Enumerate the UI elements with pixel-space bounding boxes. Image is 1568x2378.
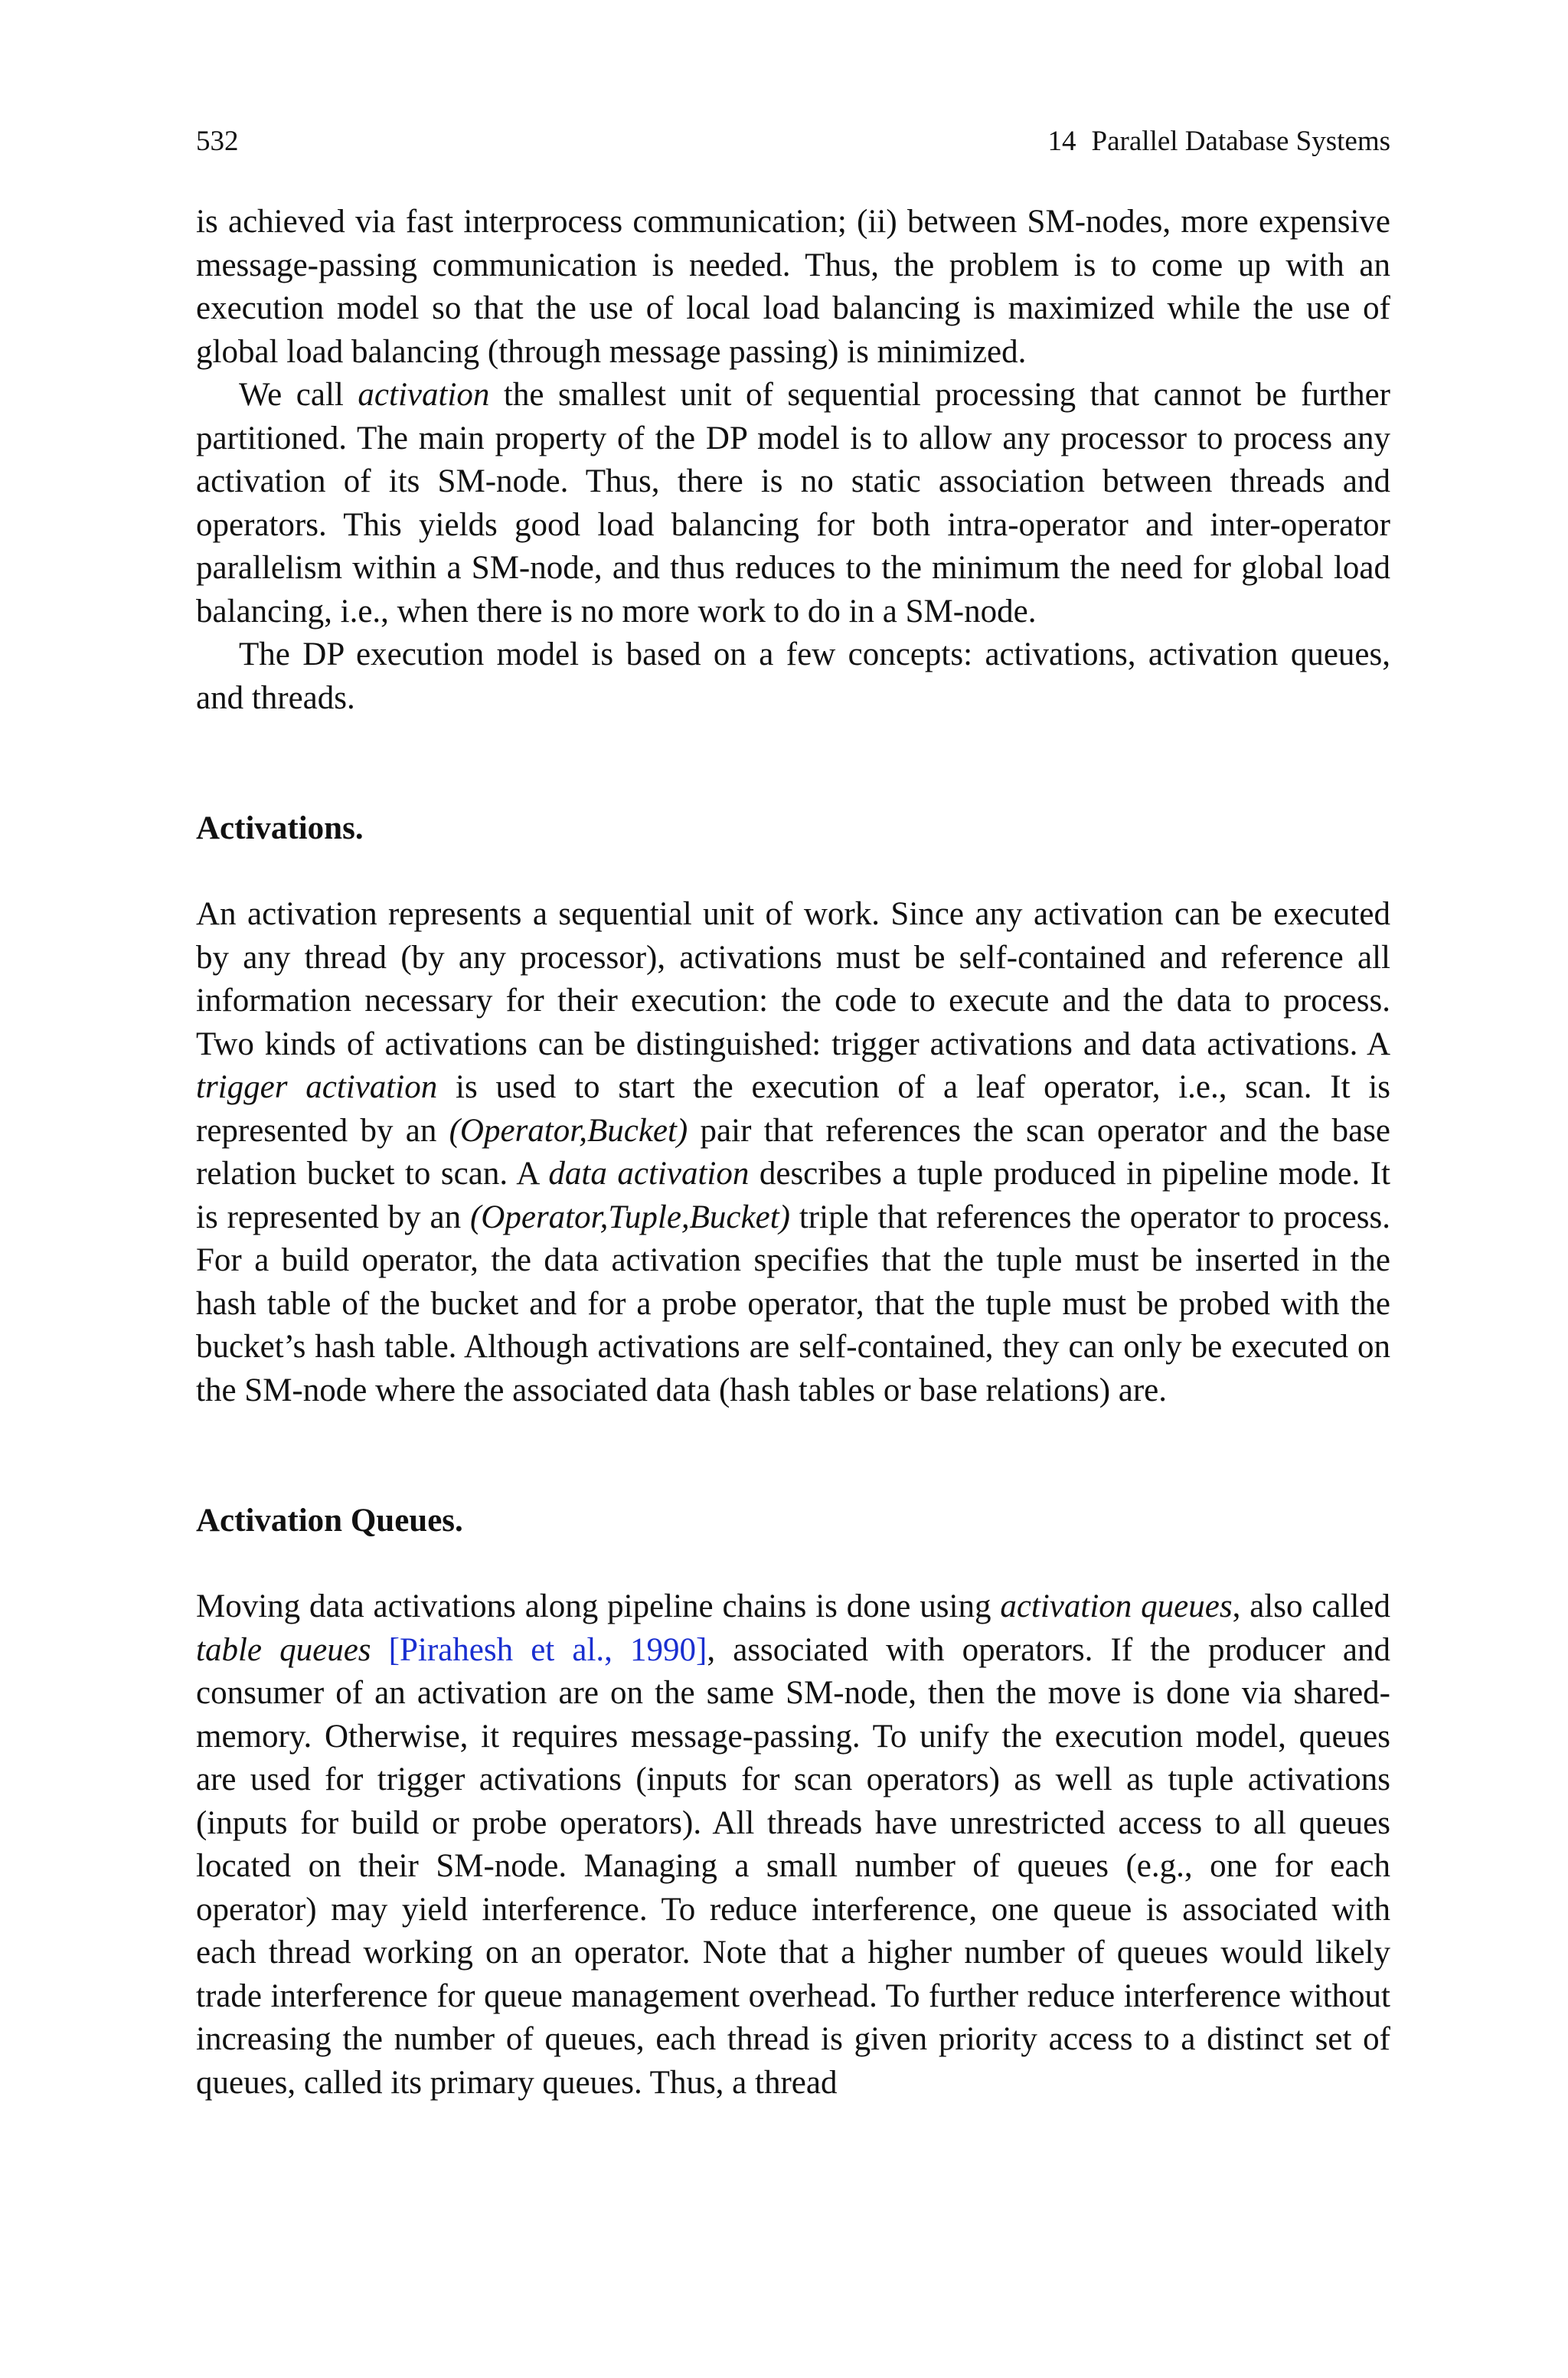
text-run: is used to start the execution of a leaf operator, i.e., scan. It is represented by an (196, 1069, 1391, 1149)
citation-link[interactable]: [Pirahesh et al., 1990] (388, 1631, 707, 1668)
intro-paragraph-3: The DP execution model is based on a few concepts: activations, activation queues, and threads. (196, 636, 1390, 716)
math-operator-tuple-bucket: (Operator,Tuple,Bucket) (469, 1199, 790, 1235)
emphasis-table-queues: table queues (196, 1631, 371, 1668)
text-run: the smallest unit of sequential processing that cannot be further partitioned. The main property of the DP model is to allow any processor to process any activation of its SM-node. Thus, there is no static association between threads and operators. This yields good load balancing for both intra-operator and inter-operator parallelism within a SM-node, and thus reduces to the minimum the need for global load balancing, i.e., when there is no more work to do in a SM-node. (196, 377, 1390, 630)
chapter-title: Parallel Database Systems (1091, 126, 1390, 157)
queues-paragraph (196, 1585, 1390, 2105)
text-run: Moving data activations along pipeline chains is done using (196, 1588, 1001, 1624)
intro-paragraph-2 (196, 374, 1390, 633)
text-run (371, 1632, 389, 1668)
running-header (196, 123, 1390, 161)
text-run: , also called (1232, 1588, 1390, 1624)
emphasis-activation: activation (358, 377, 490, 413)
chapter-heading (1048, 123, 1390, 161)
chapter-number: 14 (1047, 126, 1076, 157)
text-run: We call (239, 377, 358, 413)
math-operator-bucket: (Operator,Bucket) (449, 1112, 688, 1149)
emphasis-trigger-activation: trigger activation (196, 1069, 438, 1105)
text-run: pair that references the scan operator and the base relation bucket to scan. A (196, 1112, 1390, 1192)
section-heading-activations: Activations. (196, 810, 364, 846)
text-run: describes a tuple produced in pipeline mode. It is represented by an (196, 1156, 1390, 1235)
text-run: An activation represents a sequential unit of work. Since any activation can be executed by any thread (by any processor), activations must be self-contained and reference all information necessary for their execution: the code to execute and the data to process. Two kinds of activations can be distinguished: trigger activations and data activations. A (196, 896, 1390, 1062)
activations-paragraph (196, 893, 1390, 1412)
text-run: , associated with operators. If the producer and consumer of an activation are on the same SM-node, then the move is done via shared-memory. Otherwise, it requires message-passing. To unify the execution model, queues are used for trigger activations (inputs for scan operators) as well as tuple activations (inputs for build or probe operators). All threads have unrestricted access to all queues located on their SM-node. Managing a small number of queues (e.g., one for each operator) may yield interference. To reduce interference, one queue is associated with each thread working on an operator. Note that a higher number of queues would likely trade interference for queue management overhead. To further reduce interference without increasing the number of queues, each thread is given priority access to a distinct set of queues, called its primary queues. Thus, a thread (196, 1631, 1390, 2101)
section-heading-activation-queues: Activation Queues. (196, 1503, 463, 1539)
emphasis-activation-queues: activation queues (1000, 1588, 1233, 1624)
page-number: 532 (196, 126, 239, 157)
page (196, 123, 1390, 2105)
intro-paragraph-1: is achieved via fast interprocess communication; (ii) between SM-nodes, more expensive message-passing communication is needed. Thus, the problem is to come up with an execution model so that the use of local load balancing is maximized while the use of global load balancing (through message passing) is minimized. (196, 204, 1390, 370)
emphasis-data-activation: data activation (548, 1156, 750, 1192)
text-run: triple that references the operator to process. For a build operator, the data activation specifies that the tuple must be inserted in the hash table of the bucket and for a probe operator, that the tuple must be probed with the bucket’s hash table. Although activations are self-contained, they can only be executed on the SM-node where the associated data (hash tables or base relations) are. (196, 1199, 1390, 1408)
